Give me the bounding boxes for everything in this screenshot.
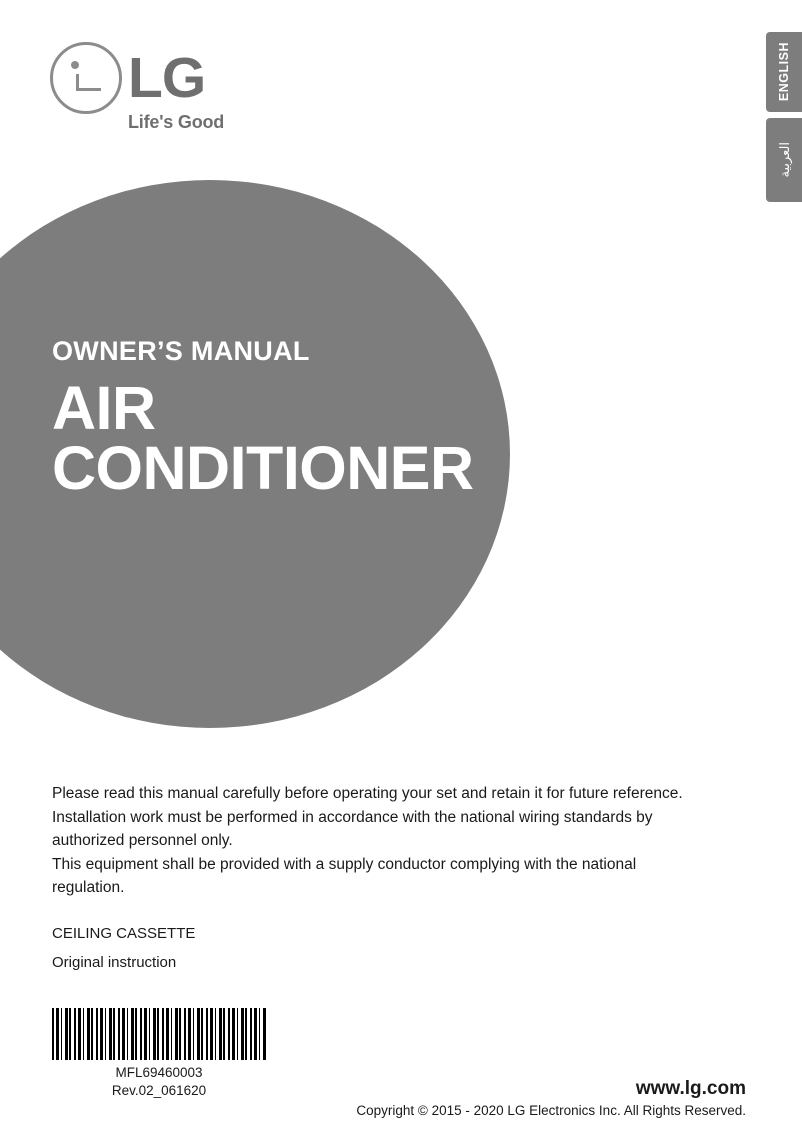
barcode-block	[52, 1008, 266, 1099]
intro-paragraph-2: This equipment shall be provided with a supply conductor complying with the national regulation.	[52, 855, 637, 897]
language-tab-arabic-label: العربية	[776, 142, 792, 178]
product-title-line-2: CONDITIONER	[52, 433, 474, 502]
lg-mouth-line	[76, 88, 101, 91]
instruction-type-label: Original instruction	[52, 953, 177, 971]
cover-title-block	[52, 336, 532, 502]
lg-face-icon	[50, 42, 122, 114]
lg-logo	[50, 42, 270, 137]
revision-label: Rev.02_061620	[111, 1082, 207, 1098]
language-tab-arabic[interactable]	[766, 118, 802, 202]
language-tabs	[766, 32, 802, 202]
lg-eye-dot	[71, 61, 79, 69]
owners-manual-kicker: OWNER’S MANUAL	[52, 336, 310, 366]
barcode-icon	[52, 1008, 266, 1060]
language-tab-english[interactable]	[766, 32, 802, 112]
language-tab-english-label: ENGLISH	[777, 42, 791, 102]
lg-face-features	[69, 59, 109, 103]
product-title-line-1: AIR	[52, 374, 156, 442]
product-meta-block	[52, 920, 552, 977]
footer-block	[356, 1078, 746, 1118]
intro-text-block	[52, 782, 702, 900]
copyright-text: Copyright © 2015 - 2020 LG Electronics Inc. All Rights Reserved.	[356, 1103, 746, 1118]
intro-paragraph-1: Please read this manual carefully before operating your set and retain it for future reference. Installation work must be performed in accordance with the national wiring standards by authorized personnel only.	[52, 785, 683, 850]
website-url[interactable]: www.lg.com	[635, 1078, 746, 1099]
product-type-label: CEILING CASSETTE	[52, 925, 196, 942]
lg-wordmark: LG	[128, 46, 206, 110]
part-number-label: MFL69460003	[115, 1065, 203, 1080]
lg-tagline: Life's Good	[128, 112, 225, 132]
